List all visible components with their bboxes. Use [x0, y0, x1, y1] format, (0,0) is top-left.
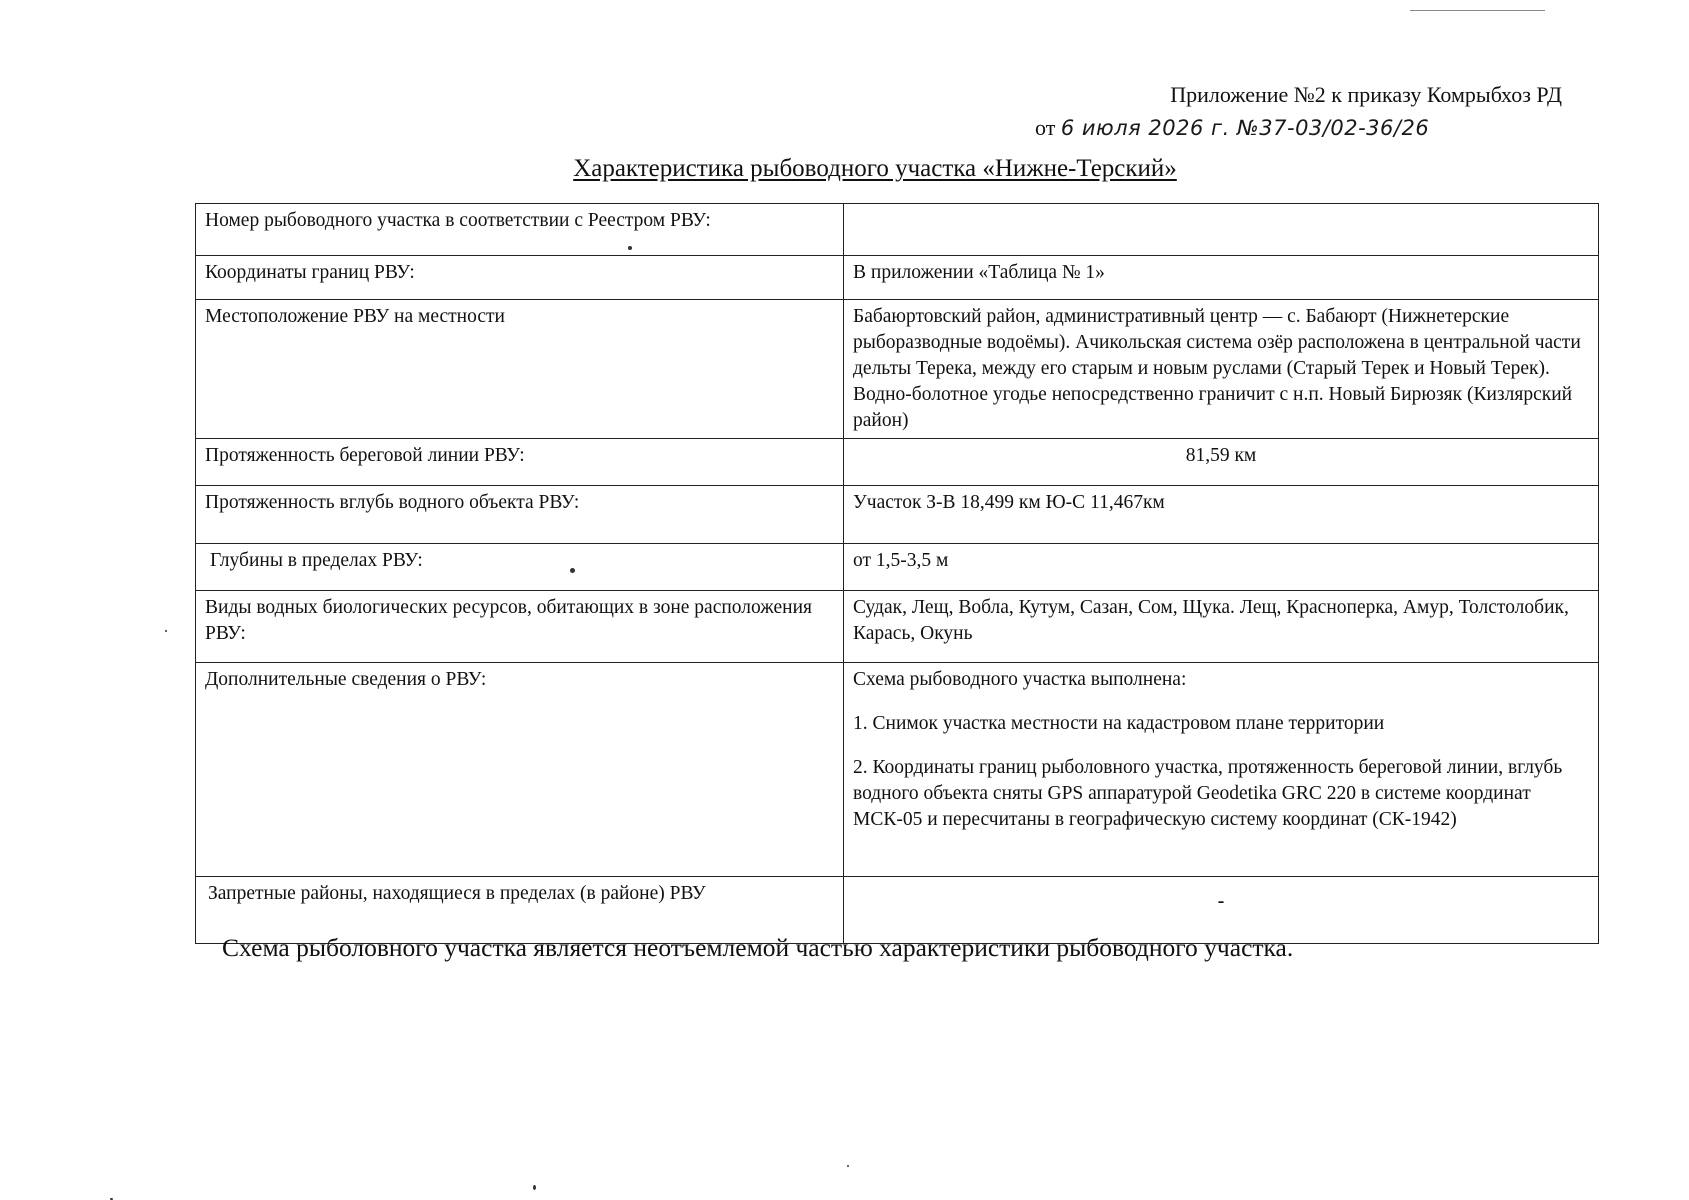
row-label: Номер рыбоводного участка в соответствии с Реестром РВУ:	[196, 204, 844, 256]
table-row-depths	[196, 544, 1599, 591]
row-value: Участок З-В 18,499 км Ю-С 11,467км	[844, 486, 1599, 544]
row-value: В приложении «Таблица № 1»	[844, 256, 1599, 300]
row-label: Протяженность вглубь водного объекта РВУ:	[196, 486, 844, 544]
row-value	[844, 204, 1599, 256]
row-label: Виды водных биологических ресурсов, обитающих в зоне расположения РВУ:	[196, 591, 844, 663]
scan-speck	[165, 630, 167, 632]
row-value: Судак, Лещ, Вобла, Кутум, Сазан, Сом, Щука. Лещ, Красноперка, Амур, Толстолобик, Карась, Окунь	[844, 591, 1599, 663]
additional-info-item-2: 2. Координаты границ рыболовного участка, протяженность береговой линии, вглубь водного объекта сняты GPS аппаратурой Geodetika GRC 220 в системе координат МСК-05 и пересчитаны в географическую систему координат (СК-1942)	[853, 757, 1563, 830]
row-label: Координаты границ РВУ:	[196, 256, 844, 300]
scan-speck	[533, 1185, 536, 1190]
characteristics-table	[195, 203, 1599, 944]
table-row-registry-number	[196, 204, 1599, 256]
row-label: Глубины в пределах РВУ:	[196, 544, 844, 591]
scan-speck	[847, 1165, 849, 1167]
document-title: Характеристика рыбоводного участка «Нижне-Терский»	[573, 155, 1177, 182]
restricted-areas-dash: -	[1217, 891, 1225, 912]
row-value: от 1,5-3,5 м	[844, 544, 1599, 591]
row-value	[844, 663, 1599, 877]
row-label: Местоположение РВУ на местности	[196, 300, 844, 439]
table-row-additional-info	[196, 663, 1599, 877]
table-row-species	[196, 591, 1599, 663]
row-label: Запретные районы, находящиеся в пределах (в районе) РВУ	[196, 877, 844, 944]
table-row-location	[196, 300, 1599, 439]
scan-speck	[628, 246, 632, 250]
additional-info-item-1: 1. Снимок участка местности на кадастровом плане территории	[853, 713, 1385, 734]
order-prefix: от	[1035, 115, 1056, 140]
row-label: Протяженность береговой линии РВУ:	[196, 439, 844, 486]
scan-artifact-line	[1410, 10, 1545, 11]
scan-speck	[570, 568, 575, 573]
row-label: Дополнительные сведения о РВУ:	[196, 663, 844, 877]
table-row-shoreline-length	[196, 439, 1599, 486]
additional-info-intro: Схема рыбоводного участка выполнена:	[853, 669, 1187, 690]
table-row-coordinates	[196, 256, 1599, 300]
footer-note: Схема рыболовного участка является неотъемлемой частью характеристики рыбоводного участка.	[222, 933, 1294, 962]
order-handwritten-details: 6 июля 2026 г. №37-03/02-36/26	[1060, 116, 1430, 140]
appendix-reference: Приложение №2 к приказу Комрыбхоз РД	[1170, 82, 1562, 107]
row-value: Бабаюртовский район, административный центр — с. Бабаюрт (Нижнетерские рыборазводные водоёмы). Ачикольская система озёр расположена в центральной части дельты Терека, между его старым и новым руслами (Старый Терек и Новый Терек). Водно-болотное угодье непосредственно граничит с н.п. Новый Бирюзяк (Кизлярский район)	[844, 300, 1599, 439]
table-row-depth-extent	[196, 486, 1599, 544]
row-value: 81,59 км	[844, 439, 1599, 486]
order-reference	[1035, 113, 1429, 143]
